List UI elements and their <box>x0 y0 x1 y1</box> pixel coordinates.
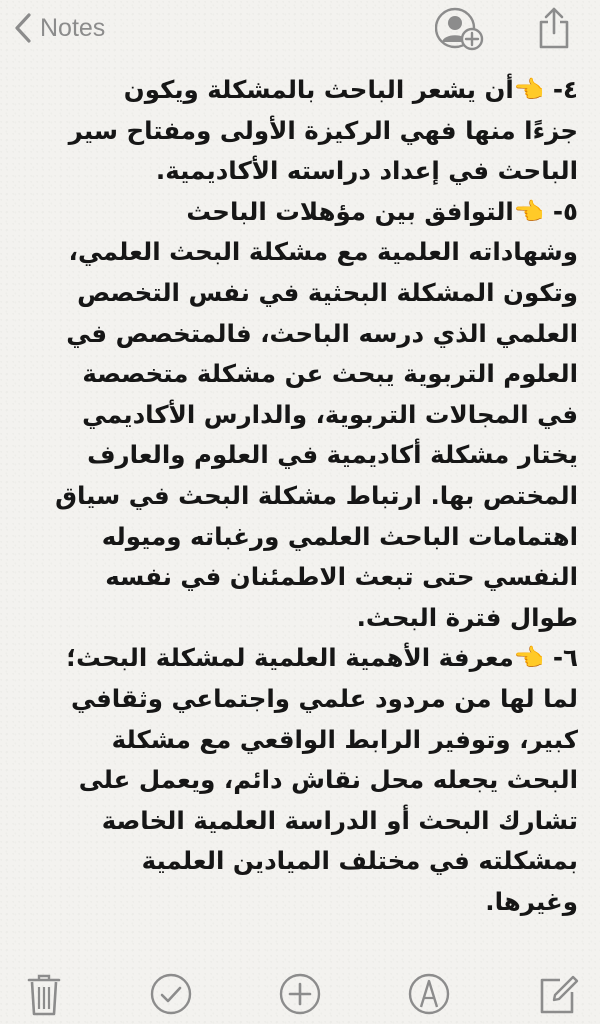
note-line: البحث يجعله محل نقاش دائم، ويعمل على <box>78 765 578 795</box>
note-line: لما لها من مردود علمي واجتماعي وثقافي <box>70 683 578 713</box>
chevron-left-icon <box>14 12 32 44</box>
person-add-icon <box>435 6 485 52</box>
note-line: ٤- 👈أن يشعر الباحث بالمشكلة ويكون <box>123 75 578 104</box>
note-line: تشارك البحث أو الدراسة العلمية الخاصة <box>101 805 578 835</box>
checklist-button[interactable] <box>147 970 195 1018</box>
back-button[interactable] <box>14 8 105 48</box>
note-line: العلوم التربوية يبحث عن مشكلة متخصصة <box>82 359 578 389</box>
note-line: ٦- 👈معرفة الأهمية العلمية لمشكلة البحث؛ <box>66 643 578 673</box>
note-text[interactable] <box>22 70 578 922</box>
note-line: وغيرها. <box>485 886 578 916</box>
sketch-button[interactable] <box>405 970 453 1018</box>
export-button[interactable] <box>532 6 576 50</box>
note-line: اهتمامات الباحث العلمي ورغباته وميوله <box>101 521 578 551</box>
note-line: بمشكلته في مختلف الميادين العلمية <box>141 846 578 876</box>
add-button[interactable] <box>276 970 324 1018</box>
note-line: وتكون المشكلة البحثية في نفس التخصص <box>77 277 578 307</box>
delete-button[interactable] <box>20 970 68 1018</box>
note-line: طوال فترة البحث. <box>356 602 578 632</box>
navigation-bar <box>0 0 600 58</box>
sketch-icon <box>405 970 453 1018</box>
add-icon <box>276 970 324 1018</box>
compose-button[interactable] <box>534 970 582 1018</box>
note-line: جزءًا منها فهي الركيزة الأولى ومفتاح سير <box>68 115 578 145</box>
back-label: Notes <box>40 13 106 42</box>
checklist-icon <box>147 970 195 1018</box>
compose-icon <box>534 970 582 1018</box>
note-line: في المجالات التربوية، والدارس الأكاديمي <box>82 399 578 429</box>
note-line: كبير، وتوفير الرابط الواقعي مع مشكلة <box>111 724 578 754</box>
note-line: ٥- 👈التوافق بين مؤهلات الباحث <box>186 196 578 226</box>
add-person-button[interactable] <box>435 6 485 52</box>
note-line: المختص بها. ارتباط مشكلة البحث في سياق <box>55 480 578 510</box>
note-line: الباحث في إعداد دراسته الأكاديمية. <box>155 156 578 186</box>
note-line: النفسي حتى تبعث الاطمئنان في نفسه <box>105 562 578 592</box>
share-box-icon <box>532 6 576 50</box>
note-line: وشهاداته العلمية مع مشكلة البحث العلمي، <box>68 237 578 267</box>
note-line: العلمي الذي درسه الباحث، فالمتخصص في <box>66 318 578 348</box>
bottom-toolbar <box>0 964 600 1024</box>
note-line: يختار مشكلة أكاديمية في العلوم والعارف <box>87 440 578 470</box>
trash-icon <box>20 970 68 1018</box>
